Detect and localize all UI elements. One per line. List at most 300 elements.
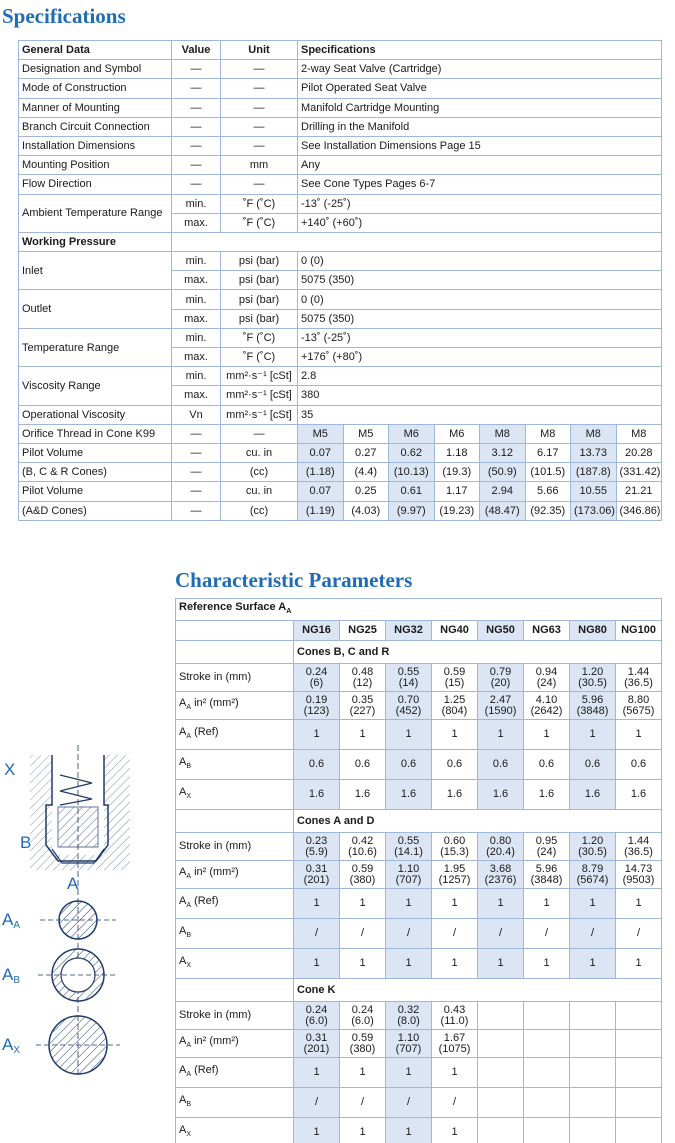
area-ab-row-value: / bbox=[570, 919, 616, 949]
value-mm: (2642) bbox=[530, 704, 563, 717]
area-ref-row-value: 1 bbox=[524, 889, 570, 919]
value-mm: (24) bbox=[536, 676, 557, 689]
spec-label: Pilot Volume bbox=[19, 443, 172, 462]
area-ab-row-value: / bbox=[340, 919, 386, 949]
spec-cell: -13˚ (-25˚) bbox=[298, 328, 662, 347]
area-aa-row-value bbox=[386, 1030, 432, 1058]
label-suffix: (Ref) bbox=[191, 894, 219, 907]
spec-cell: cu. in bbox=[221, 482, 298, 501]
working-pressure-heading: Working Pressure bbox=[19, 232, 172, 251]
spec-cell: +176˚ (+80˚) bbox=[298, 348, 662, 367]
area-ax-row-value: 1 bbox=[616, 949, 662, 979]
area-ax-row-label bbox=[176, 780, 294, 810]
spec-cell: 2-way Seat Valve (Cartridge) bbox=[298, 60, 662, 79]
blank-cell bbox=[478, 1030, 524, 1058]
stroke-row-label: Stroke in (mm) bbox=[176, 1002, 294, 1030]
value-inch: 0.24 bbox=[305, 1003, 328, 1016]
spec-row bbox=[19, 424, 662, 443]
stroke-row-value bbox=[570, 664, 616, 692]
reference-surface-row bbox=[176, 599, 662, 621]
spec-cell: ˚F (˚C) bbox=[221, 194, 298, 213]
spec-label: (A&D Cones) bbox=[19, 501, 172, 520]
value-mm: (24) bbox=[536, 845, 557, 858]
label-ax: AX bbox=[2, 1035, 21, 1056]
pilot-volume-value: 20.28 bbox=[616, 443, 662, 462]
area-ax-row-value: 1 bbox=[570, 949, 616, 979]
label-suffix: in² (mm²) bbox=[191, 696, 239, 709]
area-ab-row bbox=[176, 1088, 662, 1118]
spec-cell: 0 (0) bbox=[298, 290, 662, 309]
spec-row bbox=[19, 252, 662, 271]
stroke-row-value bbox=[340, 833, 386, 861]
cone-group-title: Cone K bbox=[294, 979, 662, 1002]
header-general-data: General Data bbox=[19, 41, 172, 60]
spec-cell: — bbox=[172, 482, 221, 501]
cone-group-title: Cones B, C and R bbox=[294, 641, 662, 664]
value-inch: 1.25 bbox=[443, 693, 466, 706]
spec-cell: max. bbox=[172, 213, 221, 232]
value-mm: (9503) bbox=[622, 873, 655, 886]
value-mm: (15.3) bbox=[440, 845, 469, 858]
size-header: NG63 bbox=[524, 621, 570, 641]
spec-cell: — bbox=[172, 443, 221, 462]
stroke-row-value bbox=[386, 664, 432, 692]
value-mm: (36.5) bbox=[624, 676, 653, 689]
value-inch: 3.68 bbox=[489, 862, 512, 875]
area-aa-row-value bbox=[478, 861, 524, 889]
area-ax-row-label bbox=[176, 1118, 294, 1143]
area-ax-row bbox=[176, 780, 662, 810]
area-aa-row-value bbox=[340, 861, 386, 889]
area-ax-row-value: 1.6 bbox=[432, 780, 478, 810]
area-ab-row bbox=[176, 750, 662, 780]
area-ref-row-value: 1 bbox=[340, 889, 386, 919]
value-inch: 0.60 bbox=[443, 834, 466, 847]
pilot-volume-value: 0.62 bbox=[389, 443, 435, 462]
spec-label: Mode of Construction bbox=[19, 79, 172, 98]
spec-cell: mm bbox=[221, 156, 298, 175]
blank-cell bbox=[478, 1058, 524, 1088]
area-ref-row-label bbox=[176, 889, 294, 919]
value-mm: (12) bbox=[352, 676, 373, 689]
area-ref-row-value: 1 bbox=[386, 720, 432, 750]
spec-label: Designation and Symbol bbox=[19, 60, 172, 79]
value-inch: 5.96 bbox=[535, 862, 558, 875]
spec-cell: min. bbox=[172, 252, 221, 271]
spec-cell: See Cone Types Pages 6-7 bbox=[298, 175, 662, 194]
value-inch: 0.48 bbox=[351, 665, 374, 678]
label-subscript: A bbox=[186, 733, 192, 741]
pilot-volume-value: (4.4) bbox=[343, 463, 389, 482]
spec-cell: psi (bar) bbox=[221, 271, 298, 290]
value-inch: 1.10 bbox=[397, 1031, 420, 1044]
value-mm: (10.6) bbox=[348, 845, 377, 858]
area-aa-row-label bbox=[176, 692, 294, 720]
blank-cell bbox=[478, 1088, 524, 1118]
label-text: A bbox=[179, 1034, 187, 1047]
area-ax-row-value: 1 bbox=[432, 949, 478, 979]
spec-cell: Pilot Operated Seat Valve bbox=[298, 79, 662, 98]
area-ab-row-value: 0.6 bbox=[340, 750, 386, 780]
area-ab-row bbox=[176, 919, 662, 949]
area-ref-row-value: 1 bbox=[386, 1058, 432, 1088]
area-ax-row-value: 1.6 bbox=[524, 780, 570, 810]
pilot-volume-value: (187.8) bbox=[571, 463, 617, 482]
area-ref-row-label bbox=[176, 720, 294, 750]
cone-group-title: Cones A and D bbox=[294, 810, 662, 833]
stroke-row-value bbox=[478, 664, 524, 692]
ref-surface-label: Reference Surface A bbox=[179, 600, 287, 613]
size-header: NG50 bbox=[478, 621, 524, 641]
spec-cell: min. bbox=[172, 328, 221, 347]
spec-cell: — bbox=[221, 175, 298, 194]
spec-cell: mm²·s⁻¹ [cSt] bbox=[221, 367, 298, 386]
stroke-row-label: Stroke in (mm) bbox=[176, 664, 294, 692]
spec-cell: — bbox=[172, 424, 221, 443]
size-header: NG25 bbox=[340, 621, 386, 641]
value-mm: (30.5) bbox=[578, 676, 607, 689]
value-inch: 0.19 bbox=[305, 693, 328, 706]
blank-cell bbox=[524, 1002, 570, 1030]
spec-row bbox=[19, 175, 662, 194]
blank-cell bbox=[524, 1058, 570, 1088]
pilot-volume-value: (9.97) bbox=[389, 501, 435, 520]
area-ab-row-value: / bbox=[294, 919, 340, 949]
value-inch: 5.96 bbox=[581, 693, 604, 706]
label-suffix: (Ref) bbox=[191, 725, 219, 738]
value-mm: (707) bbox=[395, 873, 422, 886]
value-inch: 0.59 bbox=[443, 665, 466, 678]
spec-label: Inlet bbox=[19, 252, 172, 290]
blank-cell bbox=[616, 1030, 662, 1058]
value-inch: 0.55 bbox=[397, 665, 420, 678]
label-subscript: A bbox=[186, 902, 192, 910]
area-ref-row-value: 1 bbox=[294, 720, 340, 750]
pilot-volume-value: 2.94 bbox=[480, 482, 526, 501]
spec-cell: Vn bbox=[172, 405, 221, 424]
area-aa-row-value bbox=[432, 692, 478, 720]
label-subscript: X bbox=[186, 1131, 192, 1139]
area-aa-row bbox=[176, 1030, 662, 1058]
spec-cell: — bbox=[172, 463, 221, 482]
spec-cell: mm²·s⁻¹ [cSt] bbox=[221, 405, 298, 424]
pilot-volume-value: 6.17 bbox=[525, 443, 571, 462]
pilot-volume-value: (101.5) bbox=[525, 463, 571, 482]
value-inch: 0.79 bbox=[489, 665, 512, 678]
value-inch: 14.73 bbox=[624, 862, 653, 875]
spec-cell: — bbox=[221, 136, 298, 155]
spec-row bbox=[19, 501, 662, 520]
blank-cell bbox=[176, 979, 294, 1002]
spec-row bbox=[19, 98, 662, 117]
spec-cell: Manifold Cartridge Mounting bbox=[298, 98, 662, 117]
blank-cell bbox=[524, 1088, 570, 1118]
blank-cell bbox=[524, 1030, 570, 1058]
area-aa-row-value bbox=[294, 1030, 340, 1058]
spec-cell: mm²·s⁻¹ [cSt] bbox=[221, 386, 298, 405]
area-aa-row-value bbox=[432, 1030, 478, 1058]
spec-row bbox=[19, 443, 662, 462]
spec-label: Manner of Mounting bbox=[19, 98, 172, 117]
spec-cell: 0 (0) bbox=[298, 252, 662, 271]
label-subscript: B bbox=[186, 1101, 192, 1109]
spec-cell: min. bbox=[172, 290, 221, 309]
area-ax-row-value: 1 bbox=[478, 949, 524, 979]
value-inch: 0.80 bbox=[489, 834, 512, 847]
spec-cell: 380 bbox=[298, 386, 662, 405]
area-aa-row-value bbox=[294, 692, 340, 720]
area-ref-row-value: 1 bbox=[432, 1058, 478, 1088]
spec-label: Pilot Volume bbox=[19, 482, 172, 501]
cone-diagram bbox=[0, 745, 175, 1143]
pilot-volume-value: (1.19) bbox=[298, 501, 344, 520]
value-mm: (20) bbox=[490, 676, 511, 689]
reference-surface-heading bbox=[176, 599, 662, 621]
stroke-row-value bbox=[340, 1002, 386, 1030]
area-ref-row-value: 1 bbox=[432, 889, 478, 919]
label-text: A bbox=[179, 725, 187, 738]
blank-cell bbox=[176, 621, 294, 641]
value-inch: 0.70 bbox=[397, 693, 420, 706]
area-ref-row bbox=[176, 720, 662, 750]
size-header: NG100 bbox=[616, 621, 662, 641]
spec-cell: 5075 (350) bbox=[298, 309, 662, 328]
area-ax-row bbox=[176, 949, 662, 979]
area-aa-row-value bbox=[570, 692, 616, 720]
stroke-row-label: Stroke in (mm) bbox=[176, 833, 294, 861]
orifice-thread: M8 bbox=[616, 424, 662, 443]
orifice-thread: M6 bbox=[434, 424, 480, 443]
label-text: A bbox=[179, 954, 187, 967]
value-inch: 1.44 bbox=[627, 834, 650, 847]
spec-cell: See Installation Dimensions Page 15 bbox=[298, 136, 662, 155]
stroke-row bbox=[176, 833, 662, 861]
area-ab-row-value: / bbox=[294, 1088, 340, 1118]
spec-label: Flow Direction bbox=[19, 175, 172, 194]
area-ab-row-value: / bbox=[432, 1088, 478, 1118]
label-text: A bbox=[179, 696, 187, 709]
area-ax-row-value: 1 bbox=[432, 1118, 478, 1143]
area-ab-row-value: 0.6 bbox=[570, 750, 616, 780]
value-inch: 0.35 bbox=[351, 693, 374, 706]
value-inch: 1.10 bbox=[397, 862, 420, 875]
value-inch: 8.79 bbox=[581, 862, 604, 875]
area-ab-row-value: / bbox=[432, 919, 478, 949]
area-aa-row bbox=[176, 692, 662, 720]
size-header: NG40 bbox=[432, 621, 478, 641]
spec-cell: psi (bar) bbox=[221, 252, 298, 271]
value-inch: 1.95 bbox=[443, 862, 466, 875]
spec-cell: min. bbox=[172, 367, 221, 386]
label-text: A bbox=[179, 894, 187, 907]
area-ref-row-value: 1 bbox=[340, 1058, 386, 1088]
pilot-volume-value: 13.73 bbox=[571, 443, 617, 462]
value-mm: (11.0) bbox=[440, 1014, 469, 1027]
pilot-volume-value: 0.27 bbox=[343, 443, 389, 462]
orifice-thread: M8 bbox=[480, 424, 526, 443]
value-mm: (6) bbox=[309, 676, 324, 689]
label-subscript: A bbox=[186, 1042, 192, 1050]
value-inch: 0.95 bbox=[535, 834, 558, 847]
spec-row bbox=[19, 463, 662, 482]
area-aa-row-value bbox=[340, 1030, 386, 1058]
spec-cell: — bbox=[221, 79, 298, 98]
spec-cell: — bbox=[172, 98, 221, 117]
spec-cell: Drilling in the Manifold bbox=[298, 117, 662, 136]
label-subscript: A bbox=[186, 1071, 192, 1079]
area-ax-row-value: 1 bbox=[386, 1118, 432, 1143]
stroke-row-value bbox=[386, 1002, 432, 1030]
area-aa-row bbox=[176, 861, 662, 889]
area-aa-row-label bbox=[176, 1030, 294, 1058]
label-ab: AB bbox=[2, 965, 21, 986]
pilot-volume-value: (50.9) bbox=[480, 463, 526, 482]
pilot-volume-value: (92.35) bbox=[525, 501, 571, 520]
spec-cell: cu. in bbox=[221, 443, 298, 462]
label-subscript: X bbox=[186, 962, 192, 970]
spec-row bbox=[19, 290, 662, 309]
area-ax-row-value: 1.6 bbox=[616, 780, 662, 810]
label-suffix: in² (mm²) bbox=[191, 1034, 239, 1047]
spec-row bbox=[19, 117, 662, 136]
area-aa-row-value bbox=[616, 861, 662, 889]
spec-label: (B, C & R Cones) bbox=[19, 463, 172, 482]
spec-cell: 35 bbox=[298, 405, 662, 424]
blank-cell bbox=[176, 810, 294, 833]
area-ab-row-value: / bbox=[524, 919, 570, 949]
spec-cell: ˚F (˚C) bbox=[221, 213, 298, 232]
value-inch: 0.24 bbox=[305, 665, 328, 678]
spec-cell: — bbox=[221, 424, 298, 443]
area-aa-row-value bbox=[340, 692, 386, 720]
value-mm: (2376) bbox=[484, 873, 517, 886]
area-aa-row-value bbox=[570, 861, 616, 889]
area-ax-row-label bbox=[176, 949, 294, 979]
pilot-volume-value: (346.86) bbox=[616, 501, 662, 520]
size-header: NG32 bbox=[386, 621, 432, 641]
stroke-row-value bbox=[570, 833, 616, 861]
spec-label: Installation Dimensions bbox=[19, 136, 172, 155]
area-ab-row-value: / bbox=[616, 919, 662, 949]
spec-cell: +140˚ (+60˚) bbox=[298, 213, 662, 232]
spec-row bbox=[19, 60, 662, 79]
area-ab-row-value: / bbox=[386, 919, 432, 949]
spec-cell: Any bbox=[298, 156, 662, 175]
pilot-volume-value: 0.25 bbox=[343, 482, 389, 501]
value-mm: (36.5) bbox=[624, 845, 653, 858]
spec-cell: min. bbox=[172, 194, 221, 213]
spec-row bbox=[19, 328, 662, 347]
orifice-thread: M5 bbox=[343, 424, 389, 443]
value-mm: (452) bbox=[395, 704, 422, 717]
pilot-volume-value: 5.66 bbox=[525, 482, 571, 501]
area-ax-row-value: 1 bbox=[294, 1118, 340, 1143]
area-ab-row-value: / bbox=[478, 919, 524, 949]
orifice-thread: M6 bbox=[389, 424, 435, 443]
value-inch: 0.31 bbox=[305, 862, 328, 875]
value-mm: (14) bbox=[398, 676, 419, 689]
area-ref-row-value: 1 bbox=[616, 720, 662, 750]
area-ax-row-value: 1.6 bbox=[294, 780, 340, 810]
area-ref-row-label bbox=[176, 1058, 294, 1088]
label-text: A bbox=[179, 1093, 187, 1106]
value-mm: (14.1) bbox=[394, 845, 423, 858]
area-ab-row-value: 0.6 bbox=[616, 750, 662, 780]
area-aa-row-value bbox=[616, 692, 662, 720]
area-aa-row-value bbox=[478, 692, 524, 720]
header-specifications: Specifications bbox=[298, 41, 662, 60]
value-mm: (804) bbox=[441, 704, 468, 717]
specifications-table bbox=[18, 40, 662, 521]
area-ref-row bbox=[176, 889, 662, 919]
stroke-row-value bbox=[524, 833, 570, 861]
spec-header-row bbox=[19, 41, 662, 60]
value-inch: 1.67 bbox=[443, 1031, 466, 1044]
characteristic-parameters-table bbox=[175, 598, 662, 1143]
value-mm: (123) bbox=[303, 704, 330, 717]
spec-cell: ˚F (˚C) bbox=[221, 348, 298, 367]
orifice-thread: M8 bbox=[571, 424, 617, 443]
spec-cell: — bbox=[221, 60, 298, 79]
spec-cell: (cc) bbox=[221, 463, 298, 482]
spec-cell: max. bbox=[172, 348, 221, 367]
pilot-volume-value: (48.47) bbox=[480, 501, 526, 520]
label-text: A bbox=[179, 924, 187, 937]
label-text: A bbox=[179, 865, 187, 878]
spec-cell: — bbox=[172, 117, 221, 136]
value-mm: (5674) bbox=[576, 873, 609, 886]
area-ab-row-value: 0.6 bbox=[478, 750, 524, 780]
value-mm: (380) bbox=[349, 873, 376, 886]
area-ref-row-value: 1 bbox=[616, 889, 662, 919]
spec-label: Outlet bbox=[19, 290, 172, 328]
stroke-row-value bbox=[340, 664, 386, 692]
spec-cell: — bbox=[172, 175, 221, 194]
spec-row bbox=[19, 156, 662, 175]
value-inch: 0.42 bbox=[351, 834, 374, 847]
value-mm: (6.0) bbox=[305, 1014, 328, 1027]
label-subscript: A bbox=[186, 873, 192, 881]
label-text: A bbox=[179, 755, 187, 768]
label-subscript: X bbox=[186, 793, 192, 801]
stroke-row-value bbox=[294, 664, 340, 692]
spec-cell: — bbox=[221, 117, 298, 136]
pilot-volume-value: 0.07 bbox=[298, 443, 344, 462]
area-aa-row-value bbox=[432, 861, 478, 889]
value-mm: (3848) bbox=[576, 704, 609, 717]
value-inch: 1.20 bbox=[581, 665, 604, 678]
area-ax-row-value: 1 bbox=[294, 949, 340, 979]
spec-label: Ambient Temperature Range bbox=[19, 194, 172, 232]
area-ax-row-value: 1 bbox=[386, 949, 432, 979]
blank-cell bbox=[176, 641, 294, 664]
area-b-ring bbox=[38, 949, 118, 1001]
area-ab-row-label bbox=[176, 1088, 294, 1118]
size-header: NG16 bbox=[294, 621, 340, 641]
stroke-row-value bbox=[616, 664, 662, 692]
area-ref-row-value: 1 bbox=[478, 889, 524, 919]
stroke-row-value bbox=[478, 833, 524, 861]
pilot-volume-value: 0.07 bbox=[298, 482, 344, 501]
value-inch: 0.31 bbox=[305, 1031, 328, 1044]
area-aa-row-value bbox=[386, 861, 432, 889]
value-mm: (1075) bbox=[438, 1042, 471, 1055]
stroke-row bbox=[176, 1002, 662, 1030]
area-ax-row-value: 1 bbox=[340, 949, 386, 979]
pilot-volume-value: 3.12 bbox=[480, 443, 526, 462]
label-suffix: (Ref) bbox=[191, 1063, 219, 1076]
value-mm: (5.9) bbox=[305, 845, 328, 858]
